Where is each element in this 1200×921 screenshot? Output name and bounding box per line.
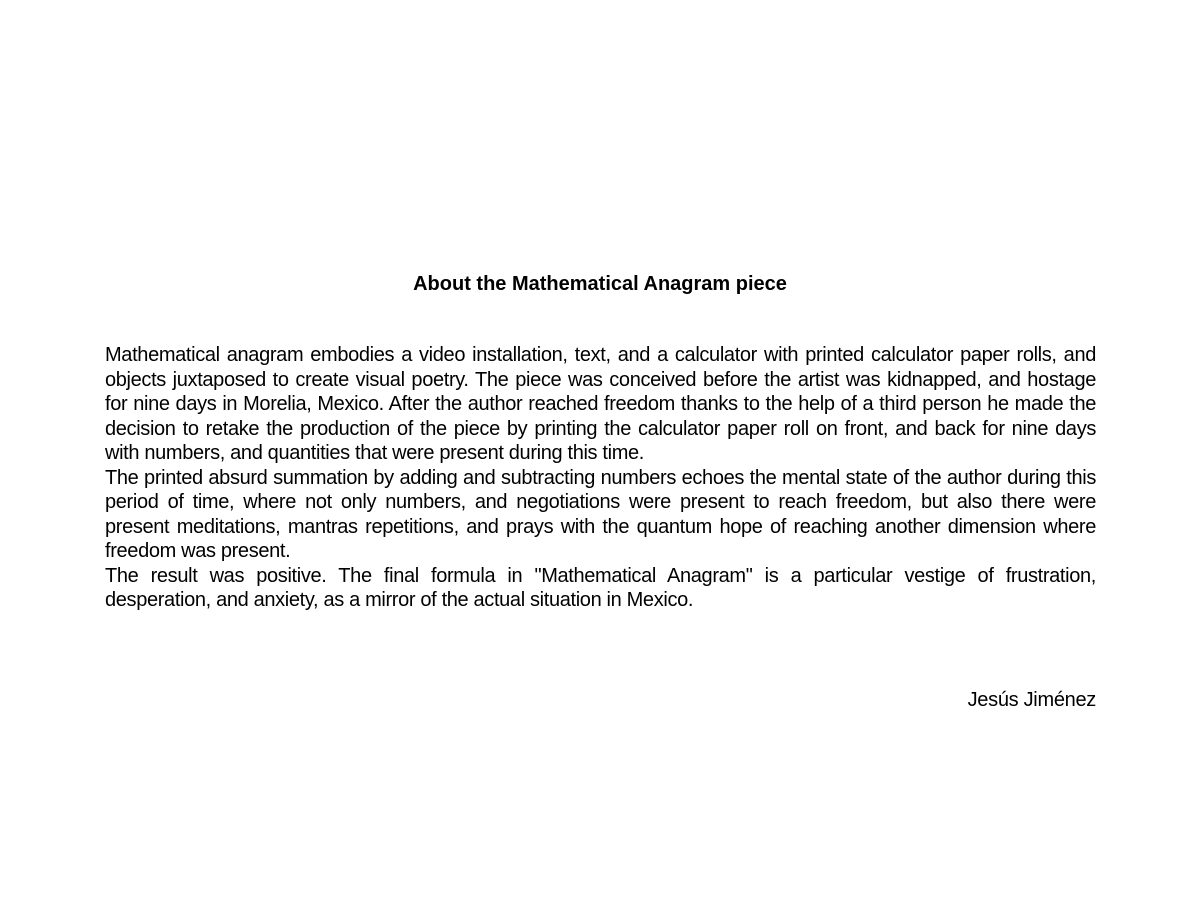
- paragraph-description: Mathematical anagram embodies a video installation, text, and a calculator with printed calculator paper rolls, and objects juxtaposed to create visual poetry. The piece was conceived before the artist was kidnapped, and hostage for nine days in Morelia, Mexico. After the author reached freedom thanks to the help of a third person he made the decision to retake the production of the piece by printing the calculator paper roll on front, and back for nine days with numbers, and quantities that were present during this time.: [105, 344, 1096, 464]
- document-title: About the Mathematical Anagram piece: [413, 273, 787, 295]
- document-body: [105, 343, 1096, 613]
- paragraph-summation: The printed absurd summation by adding and subtracting numbers echoes the mental state of the author during this period of time, where not only numbers, and negotiations were present to reach freedom, but also there were present meditations, mantras repetitions, and prays with the quantum hope of reaching another dimension where freedom was present.: [105, 466, 1096, 562]
- paragraph-result: The result was positive. The final formula in "Mathematical Anagram" is a particular vestige of frustration, desperation, and anxiety, as a mirror of the actual situation in Mexico.: [105, 564, 1096, 611]
- author-signature: Jesús Jiménez: [967, 689, 1096, 711]
